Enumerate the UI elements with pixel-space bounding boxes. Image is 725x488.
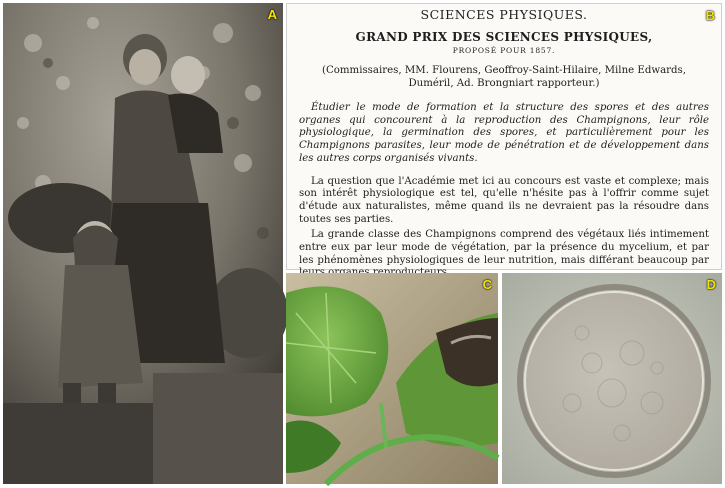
family-photo-image xyxy=(3,3,283,484)
panel-label-d: D xyxy=(706,277,716,292)
document-paragraph-1: Étudier le mode de formation et la structure des spores et des autres organes qui concourent à la reproduction des Champignons, leur rôle physiologique, la germination des spores, et particulièrement pour les Champignons parasites, leur mode de pénétration et de développement dans les autres corps organisés vivants. xyxy=(299,102,709,164)
document-proposed-year: PROPOSÉ POUR 1857. xyxy=(452,46,556,55)
panel-b-document xyxy=(286,3,722,270)
panel-c-leaf-photo xyxy=(286,273,498,484)
commissioners-line-1: (Commissaires, MM. Flourens, Geoffroy-Saint-Hilaire, Milne Edwards, xyxy=(321,65,687,76)
document-subheading: GRAND PRIX DES SCIENCES PHYSIQUES, xyxy=(355,30,653,44)
document-paragraph-3: La grande classe des Champignons comprend des végétaux liés intimement entre eux par leur mode de végétation, par la présence du mycelium, et par les phénomènes physiologiques de leur nutrition, mais différant beaucoup par xyxy=(299,229,709,266)
document-paragraph-2: La question que l'Académie met ici au concours est vaste et complexe; mais son intérêt physiologique est tel, qu'elle n'hésite pas à l'offrir comme sujet d'étude aux naturalistes, même quand ils ne devraient pas la résoudre dans toutes ses parties. xyxy=(299,175,709,225)
panel-a-photograph xyxy=(3,3,283,484)
document-heading: SCIENCES PHYSIQUES. xyxy=(420,7,588,22)
document-commissioners xyxy=(299,64,709,90)
prize-document xyxy=(287,4,721,280)
panel-label-a: A xyxy=(267,7,277,22)
panel-label-c: C xyxy=(482,277,492,292)
panel-label-b: B xyxy=(705,8,715,23)
spore-micrograph-image xyxy=(502,273,722,484)
panel-d-spore-micrograph xyxy=(502,273,722,484)
commissioners-line-2: Duméril, Ad. Brongniart rapporteur.) xyxy=(408,78,600,89)
blighted-leaf-image xyxy=(286,273,498,484)
